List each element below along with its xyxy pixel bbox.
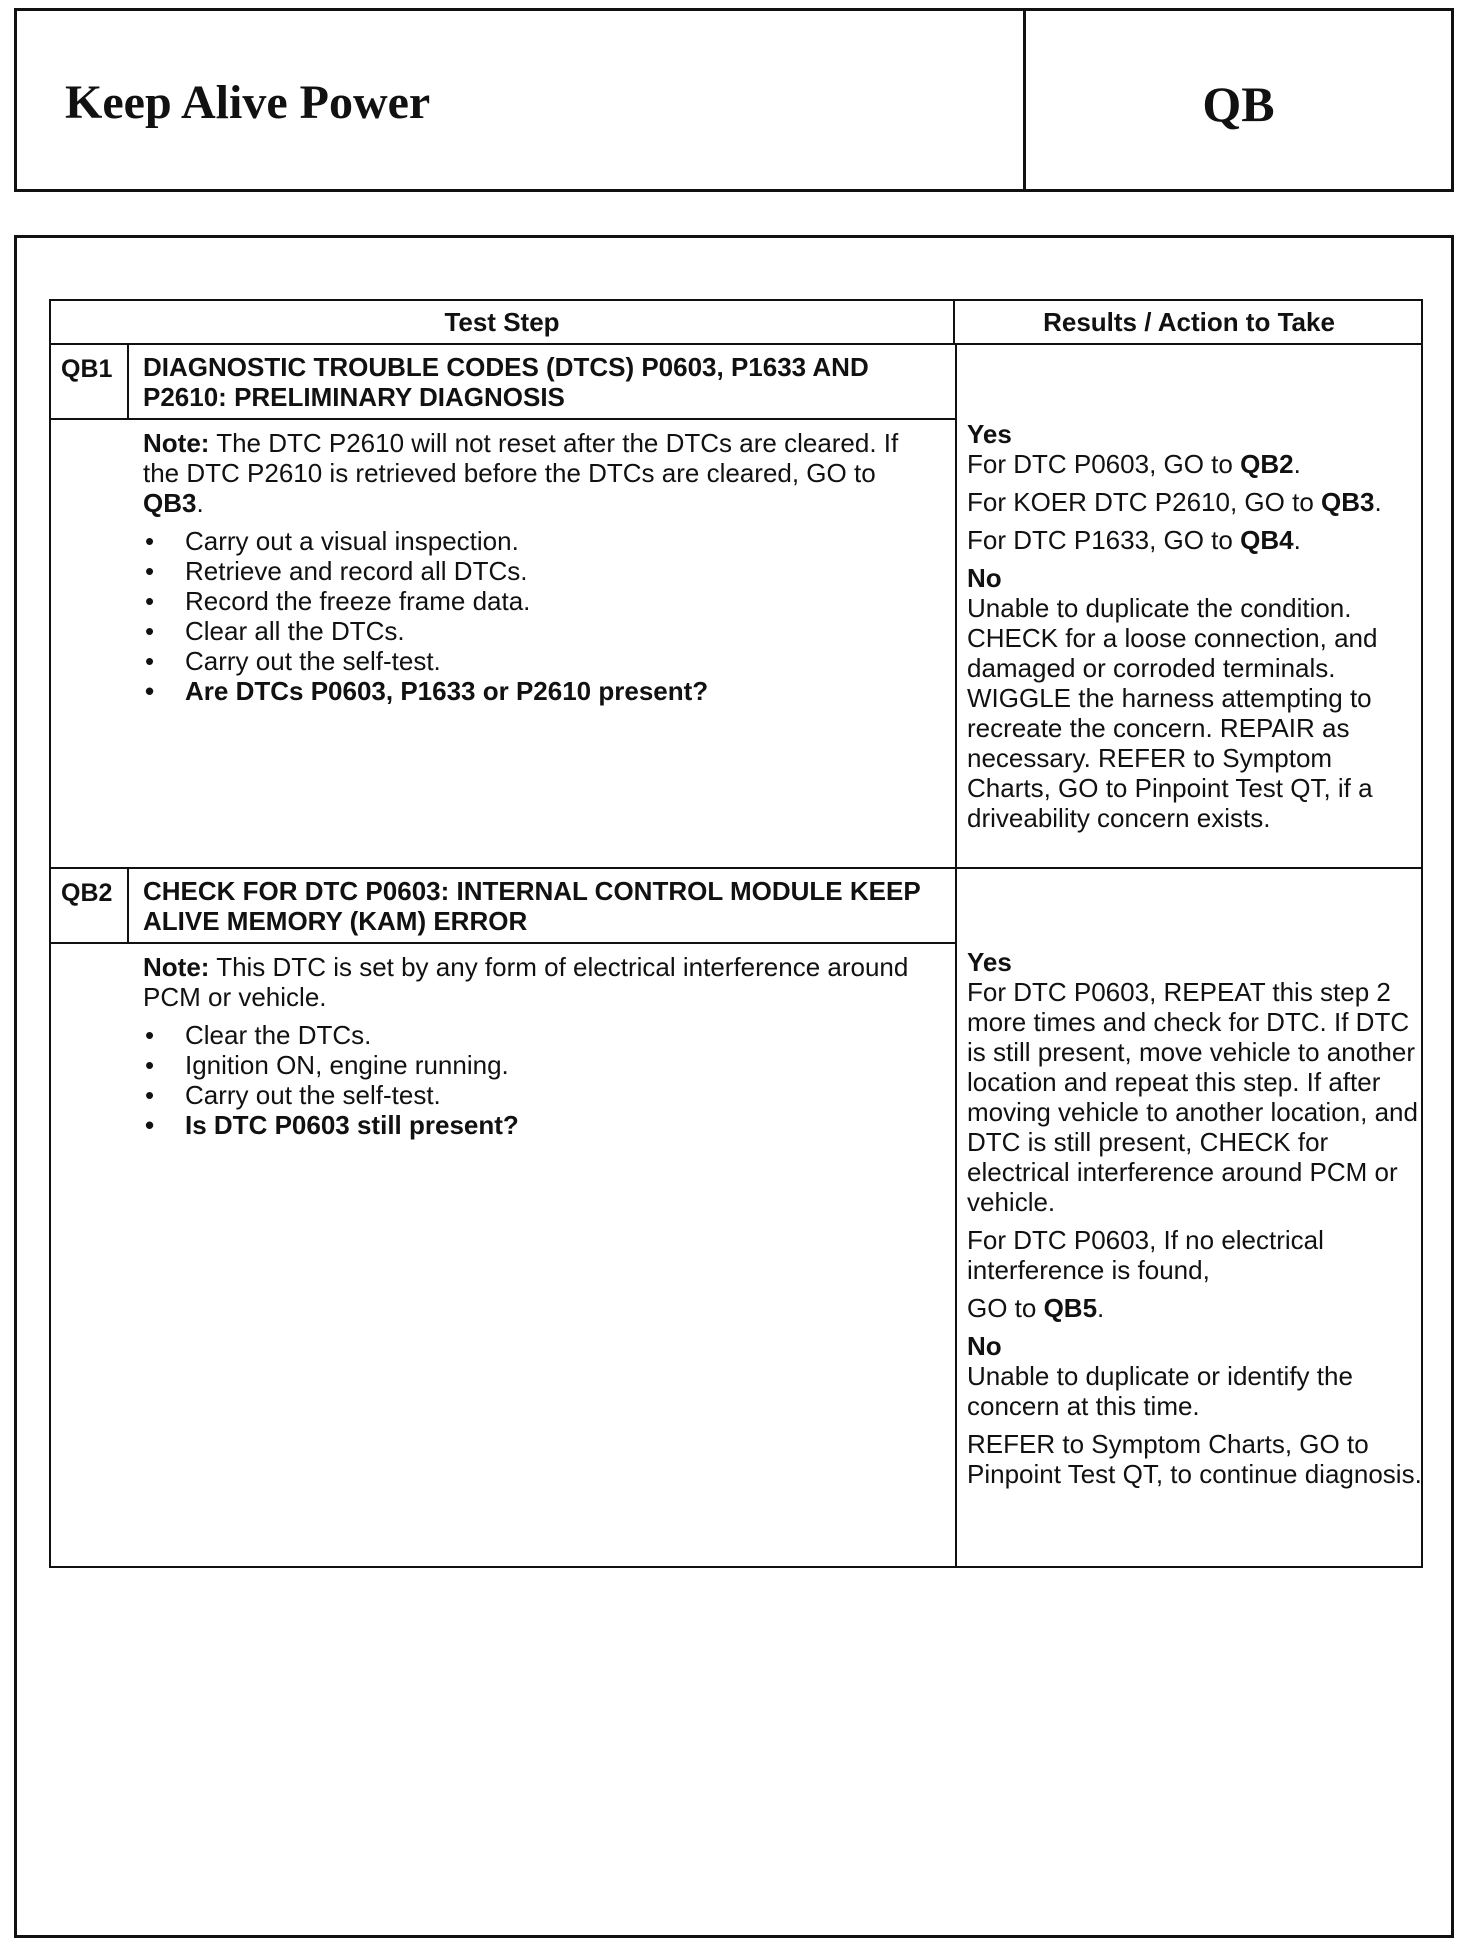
step-id: QB2 bbox=[51, 869, 129, 942]
column-header-results: Results / Action to Take bbox=[1043, 307, 1335, 337]
no-action: REFER to Symptom Charts, GO to Pinpoint Test QT, to continue diagnosis. bbox=[967, 1429, 1422, 1489]
step-question: • Are DTCs P0603, P1633 or P2610 present? bbox=[143, 676, 923, 706]
yes-action: For DTC P0603, GO to QB2. bbox=[967, 449, 1301, 479]
step-body bbox=[129, 944, 937, 1150]
note-text: This DTC is set by any form of electrical interference around PCM or vehicle. bbox=[143, 952, 909, 1012]
yes-action: GO to QB5. bbox=[967, 1293, 1105, 1323]
step-question: • Is DTC P0603 still present? bbox=[143, 1110, 923, 1140]
column-header-test-step: Test Step bbox=[51, 301, 955, 343]
goto-ref: QB5 bbox=[1043, 1293, 1098, 1323]
step-body bbox=[129, 420, 937, 716]
yes-label: Yes bbox=[967, 947, 1012, 977]
goto-ref: QB4 bbox=[1240, 525, 1294, 555]
list-item: • Record the freeze frame data. bbox=[143, 586, 923, 616]
step-actions bbox=[143, 1020, 923, 1140]
yes-action: For KOER DTC P2610, GO to QB3. bbox=[967, 487, 1382, 517]
note-text-end: . bbox=[196, 488, 204, 518]
list-item: • Carry out a visual inspection. bbox=[143, 526, 923, 556]
list-item: • Retrieve and record all DTCs. bbox=[143, 556, 923, 586]
step-results bbox=[967, 419, 1423, 841]
step-results bbox=[967, 947, 1423, 1497]
section-code: QB bbox=[1202, 76, 1275, 132]
yes-action-text: For DTC P0603, GO to bbox=[967, 449, 1241, 479]
column-divider bbox=[955, 869, 957, 1566]
yes-action: For DTC P0603, If no electrical interference is found, bbox=[967, 1225, 1324, 1285]
list-item: • Carry out the self-test. bbox=[143, 1080, 923, 1110]
no-label: No bbox=[967, 563, 1002, 593]
note-text: The DTC P2610 will not reset after the DTCs are cleared. If the DTC P2610 is retrieved before the DTCs are cleared, GO to bbox=[143, 428, 899, 488]
goto-ref: QB2 bbox=[1240, 449, 1294, 479]
yes-action-text: GO to bbox=[967, 1293, 1044, 1323]
yes-action-text: For DTC P1633, GO to bbox=[967, 525, 1241, 555]
note-step-ref: QB3 bbox=[143, 488, 197, 518]
list-item: • Carry out the self-test. bbox=[143, 646, 923, 676]
page-title: Keep Alive Power bbox=[65, 76, 431, 129]
step-note bbox=[143, 952, 923, 1012]
column-divider bbox=[955, 345, 957, 867]
goto-ref: QB3 bbox=[1321, 487, 1375, 517]
step-qb1 bbox=[51, 345, 1421, 867]
step-title: CHECK FOR DTC P0603: INTERNAL CONTROL MODULE KEEP ALIVE MEMORY (KAM) ERROR bbox=[143, 876, 921, 936]
list-item: • Ignition ON, engine running. bbox=[143, 1050, 923, 1080]
list-item: • Clear all the DTCs. bbox=[143, 616, 923, 646]
no-action: Unable to duplicate or identify the concern at this time. bbox=[967, 1361, 1353, 1421]
step-id: QB1 bbox=[51, 345, 129, 418]
table-header-row bbox=[51, 301, 1421, 345]
yes-label: Yes bbox=[967, 419, 1012, 449]
note-label: Note: bbox=[143, 952, 210, 982]
yes-action: For DTC P1633, GO to QB4. bbox=[967, 525, 1301, 555]
step-qb2 bbox=[51, 869, 1421, 1566]
note-label: Note: bbox=[143, 428, 210, 458]
page-header bbox=[14, 8, 1454, 192]
step-title-row bbox=[51, 869, 955, 944]
list-item: • Clear the DTCs. bbox=[143, 1020, 923, 1050]
step-note bbox=[143, 428, 923, 518]
yes-action-text: For KOER DTC P2610, GO to bbox=[967, 487, 1321, 517]
step-title: DIAGNOSTIC TROUBLE CODES (DTCS) P0603, P1633 AND P2610: PRELIMINARY DIAGNOSIS bbox=[143, 352, 869, 412]
no-action: Unable to duplicate the condition. CHECK for a loose connection, and damaged or corroded terminals. WIGGLE the harness attempting to recreate the concern. REPAIR as necessary. REFER to Symptom Charts, GO to Pinpoint Test QT, if a driveability concern exists. bbox=[967, 593, 1378, 833]
step-actions bbox=[143, 526, 923, 706]
yes-action: For DTC P0603, REPEAT this step 2 more times and check for DTC. If DTC is still present, move vehicle to another location and repeat this step. If after moving vehicle to another location, and DTC is still present, CHECK for electrical interference around PCM or vehicle. bbox=[967, 977, 1418, 1217]
step-title-row bbox=[51, 345, 955, 420]
test-step-table bbox=[49, 299, 1423, 1568]
no-label: No bbox=[967, 1331, 1002, 1361]
